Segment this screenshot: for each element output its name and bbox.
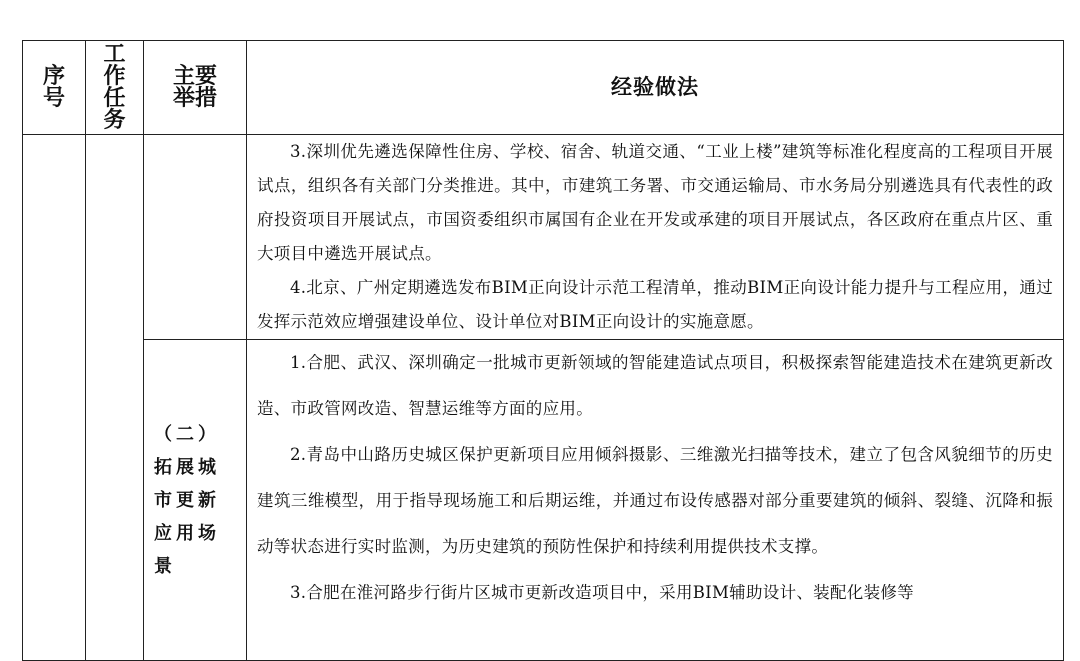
header-task [86,41,144,135]
header-experience-label: 经验做法 [611,75,699,99]
header-seq [23,41,86,135]
table-header-row [23,41,1064,135]
header-measure-label: 主要举措 [172,63,217,111]
header-task-label: 工作任务 [103,41,126,133]
experience-paragraph: 3.合肥在淮河路步行街片区城市更新改造项目中，采用BIM辅助设计、装配化装修等 [290,583,914,602]
experience-paragraph: 3.深圳优先遴选保障性住房、学校、宿舍、轨道交通、“工业上楼”建筑等标准化程度高的工程项目开展试点，组织各有关部门分类推进。其中，市建筑工务署、市交通运输局、市水务局分别遴选具有代表性的政府投资项目开展试点，市国资委组织市属国有企业在开发或承建的项目开展试点，各区政府在重点片区、重大项目中遴选开展试点。 [257,142,1053,263]
experience-cell [247,135,1064,340]
task-cell [86,135,144,661]
experience-paragraph: 1.合肥、武汉、深圳确定一批城市更新领域的智能建造试点项目，积极探索智能建造技术在建筑更新改造、市政管网改造、智慧运维等方面的应用。 [257,353,1053,418]
measure-cell [144,135,247,340]
header-seq-label: 序号 [42,63,65,111]
header-measure [144,41,247,135]
table-row [23,135,1064,340]
measure-category: （二）拓展城市更新应用场景 [154,423,220,577]
table-row [23,340,1064,661]
header-experience [247,41,1064,135]
experience-paragraph: 4.北京、广州定期遴选发布BIM正向设计示范工程清单，推动BIM正向设计能力提升与工程应用，通过发挥示范效应增强建设单位、设计单位对BIM正向设计的实施意愿。 [257,278,1053,331]
experience-table [22,40,1064,661]
seq-cell [23,135,86,661]
experience-paragraph: 2.青岛中山路历史城区保护更新项目应用倾斜摄影、三维激光扫描等技术，建立了包含风貌细节的历史建筑三维模型，用于指导现场施工和后期运维，并通过布设传感器对部分重要建筑的倾斜、裂缝、沉降和振动等状态进行实时监测，为历史建筑的预防性保护和持续利用提供技术支撑。 [257,445,1053,556]
experience-cell [247,340,1064,661]
measure-cell [144,340,247,661]
